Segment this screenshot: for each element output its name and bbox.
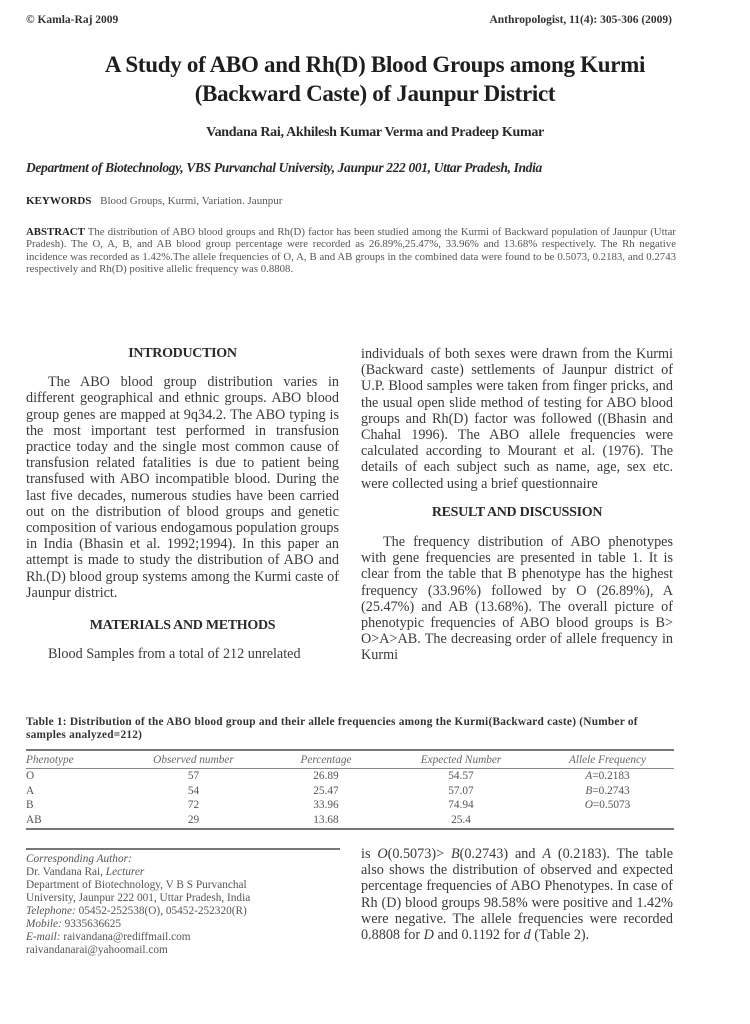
cell-phenotype: B: [26, 799, 34, 811]
cell-observed: 72: [187, 799, 200, 811]
header-expected: Expected Number: [420, 753, 502, 766]
cell-observed: 54: [187, 784, 200, 797]
allele-symbol: B: [585, 784, 593, 797]
mobile-line: [26, 918, 340, 931]
footnote-label: Corresponding Author:: [26, 853, 132, 865]
cell-percentage: 26.89: [313, 770, 339, 782]
header-observed: Observed number: [153, 753, 234, 766]
telephone-label: Telephone:: [26, 905, 76, 917]
text-fragment: is: [361, 846, 378, 862]
cell-phenotype: A: [26, 784, 35, 797]
right-column: [361, 346, 673, 664]
text-fragment: (Table 2).: [530, 927, 590, 944]
allele-b-symbol: B: [450, 846, 460, 862]
abo-frequency-table-body: [26, 769, 674, 827]
mobile-value: 9335636625: [61, 918, 122, 930]
allele-D-symbol: D: [423, 927, 434, 944]
cell-allele-frequency: [541, 798, 674, 813]
cell-expected: 25.4: [451, 813, 471, 826]
table-row: [26, 813, 674, 828]
table-1: [26, 749, 674, 830]
methods-text-continued: individuals of both sexes were drawn from the Kurmi (Backward caste) settlements of Jaunpur district of U.P. Blood samples were taken from finger pricks, and the usual open slide method of testing for ABO blood groups and Rh(D) factor was followed ((Bhasin and Chahal 1996). The ABO allele frequencies were calculated according to Mourant et al. (1976). The details of each subject such as name, age, sex etc. were collected using a brief questionnaire: [361, 346, 673, 492]
footnote-rule: [26, 848, 340, 850]
telephone-value: 05452-252538(O), 05452-252320(R): [75, 905, 247, 917]
table-1-caption: Table 1: Distribution of the ABO blood group and their allele frequencies among the Kurmi(Backward caste) (Number of samples analyzed=212): [26, 716, 638, 741]
text-fragment: and 0.1192 for: [433, 927, 524, 944]
address-line-1: Department of Biotechnology, V B S Purvanchal: [26, 879, 247, 891]
abo-frequency-table: [26, 751, 674, 766]
author-role: Lecturer: [105, 866, 145, 878]
cell-phenotype: AB: [26, 813, 42, 826]
table-bottom-rule: [26, 828, 674, 830]
telephone-line: [26, 905, 340, 918]
allele-value: =0.5073: [592, 799, 631, 811]
cell-expected: 54.57: [448, 770, 474, 782]
mobile-label: Mobile:: [26, 918, 62, 930]
left-column: [26, 346, 339, 662]
keywords-text: Blood Groups, Kurmi, Variation. Jaunpur: [100, 195, 283, 207]
cell-percentage: 13.68: [313, 813, 339, 826]
cell-allele-frequency: [541, 813, 674, 828]
cell-expected: 74.94: [448, 799, 474, 811]
running-head: [26, 14, 672, 30]
abstract: [26, 226, 676, 276]
header-allele-frequency: Allele Frequency: [568, 753, 647, 766]
corresponding-author-footnote: [26, 848, 340, 957]
results-text: The frequency distribution of ABO phenotypes with gene frequencies are presented in table 1. It is clear from the table that B phenotype has the highest frequency (33.96%) followed by O (26.89%), A (25.47%) and AB (13.68%). The overall picture of phenotypic frequencies of ABO blood groups is B> O>A>AB. The decreasing order of allele frequency in Kurmi: [361, 534, 673, 664]
author-name: Dr. Vandana Rai,: [26, 866, 106, 878]
abstract-label: ABSTRACT: [26, 226, 85, 238]
cell-percentage: 25.47: [313, 784, 339, 797]
allele-o-symbol: O: [377, 846, 388, 862]
cell-expected: 57.07: [448, 784, 474, 797]
results-heading: RESULT AND DISCUSSION: [431, 504, 603, 520]
paper-title: [0, 50, 750, 108]
cell-observed: 29: [187, 813, 200, 826]
introduction-text: The ABO blood group distribution varies in different geographical and ethnic groups. ABO blood group genes are mapped at 9q34.2. The ABO typing is the most important test performed in transfusion practice today and the single most common cause of transfusion related fatalities is due to patient being transfused with ABO incompatible blood. During the last five decades, numerous studies have been carried out on the distribution of blood groups and genetic composition of various endogamous population groups in India (Bhasin et al. 1992;1994). In this paper an attempt is made to study the distribution of ABO and Rh.(D) blood group systems among the Kurmi caste of Jaunpur district.: [26, 374, 339, 601]
methods-text-start: Blood Samples from a total of 212 unrelated: [48, 646, 301, 663]
email-2[interactable]: raivandanarai@yahoomail.com: [26, 944, 168, 956]
email-1[interactable]: raivandana@rediffmail.com: [60, 931, 191, 943]
abstract-text: The distribution of ABO blood groups and Rh(D) factor has been studied among the Kurmi of Backward population of Jaunpur (Uttar Pradesh). The O, A, B, and AB blood group percentage were recorded as 26.89%,25.47%, 33.96% and 13.68% respectively. The Rh negative incidence was recorded as 1.42%.The allele frequencies of O, A, B and AB groups in the combined data were found to be 0.5073, 0.2183, and 0.2743 respectively and Rh(D) positive allelic frequency was 0.8808.: [26, 226, 676, 276]
text-fragment: (0.2743) and: [459, 846, 543, 862]
introduction-heading: INTRODUCTION: [128, 346, 237, 361]
table-row: [26, 784, 674, 799]
text-fragment: (0.5073)>: [387, 846, 451, 862]
table-row: [26, 798, 674, 813]
journal-citation: Anthropologist, 11(4): 305-306 (2009): [489, 14, 672, 26]
header-phenotype: Phenotype: [26, 753, 74, 766]
methods-heading: MATERIALS AND METHODS: [89, 618, 276, 634]
title-line-2: (Backward Caste) of Jaunpur District: [194, 81, 556, 106]
table-row: [26, 769, 674, 784]
author-name-line: [26, 866, 340, 879]
header-percentage: Percentage: [300, 753, 352, 766]
allele-symbol: O: [584, 799, 593, 811]
allele-d-symbol: d: [523, 927, 531, 944]
address-line-2: University, Jaunpur 222 001, Uttar Pradesh, India: [26, 892, 251, 904]
cell-allele-frequency: [541, 769, 674, 784]
cell-phenotype: O: [26, 770, 35, 782]
authors: Vandana Rai, Akhilesh Kumar Verma and Pradeep Kumar: [206, 125, 544, 140]
text-fragment: (0.2183). The table also shows the distribution of observed and expected percentage frequencies of ABO Phenotypes. In case of Rh (D) blood groups 98.58% were positive and 1.42% were negative. The allele frequencies were recorded 0.8808 for: [361, 846, 673, 944]
table-header-row: [26, 751, 674, 766]
results-text-continued: [361, 846, 673, 943]
keywords: [26, 195, 282, 207]
allele-symbol: A: [585, 770, 593, 782]
copyright-notice: © Kamla-Raj 2009: [26, 14, 119, 26]
cell-percentage: 33.96: [313, 799, 339, 811]
cell-allele-frequency: [541, 784, 674, 799]
keywords-label: KEYWORDS: [26, 195, 92, 207]
allele-a-symbol: A: [542, 846, 551, 862]
email-label: E-mail:: [26, 931, 61, 943]
cell-observed: 57: [187, 770, 200, 782]
allele-value: =0.2183: [592, 770, 630, 782]
email-line: [26, 931, 340, 944]
allele-value: =0.2743: [592, 784, 630, 797]
affiliation: Department of Biotechnology, VBS Purvanchal University, Jaunpur 222 001, Uttar Pradesh, India: [26, 160, 542, 175]
title-line-1: A Study of ABO and Rh(D) Blood Groups among Kurmi: [104, 52, 646, 77]
